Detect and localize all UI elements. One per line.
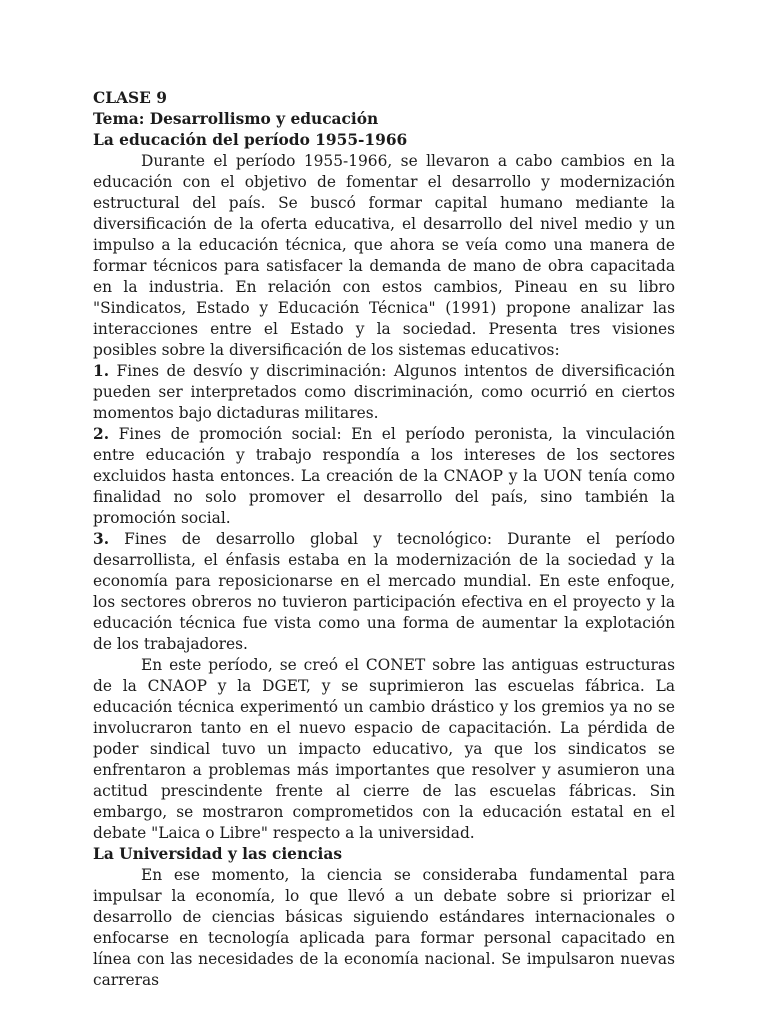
list-item-text: Fines de desarrollo global y tecnológico: Durante el período desarrollista, el énfasis estaba en la modernización de la sociedad y la economía para reposicionarse en el mercado mundial. En este enfoque, los sectores obreros no tuvieron participación efectiva en el proyecto y la educación técnica fue vista como una forma de aumentar la explotación de los trabajadores.: [93, 530, 675, 653]
list-item: [93, 424, 675, 529]
document-page: [93, 88, 675, 991]
section-title-university: La Universidad y las ciencias: [93, 845, 343, 863]
list-item-text: Fines de promoción social: En el período peronista, la vinculación entre educación y trabajo respondía a los intereses de los sectores excluidos hasta entonces. La creación de la CNAOP y la UON tenía como finalidad no solo promover el desarrollo del país, sino también la promoción social.: [93, 425, 675, 527]
list-item-number: 3.: [93, 530, 110, 548]
list-item: [93, 529, 675, 655]
paragraph-intro: Durante el período 1955-1966, se llevaron a cabo cambios en la educación con el objetivo de fomentar el desarrollo y modernización estructural del país. Se buscó formar capital humano mediante la diversificación de la oferta educativa, el desarrollo del nivel medio y un impulso a la educación técnica, que ahora se veía como una manera de formar técnicos para satisfacer la demanda de mano de obra capacitada en la industria. En relación con estos cambios, Pineau en su libro "Sindicatos, Estado y Educación Técnica" (1991) propone analizar las interacciones entre el Estado y la sociedad. Presenta tres visiones posibles sobre la diversificación de los sistemas educativos:: [93, 152, 675, 359]
section-title-period: La educación del período 1955-1966: [93, 131, 408, 149]
list-item: [93, 361, 675, 424]
list-item-text: Fines de desvío y discriminación: Algunos intentos de diversificación pueden ser interpretados como discriminación, como ocurrió en ciertos momentos bajo dictaduras militares.: [93, 362, 675, 422]
list-item-number: 2.: [93, 425, 110, 443]
topic-heading: Tema: Desarrollismo y educación: [93, 110, 379, 128]
paragraph-conet: En este período, se creó el CONET sobre las antiguas estructuras de la CNAOP y la DGET, y se suprimieron las escuelas fábrica. La educación técnica experimentó un cambio drástico y los gremios ya no se involucraron tanto en el nuevo espacio de capacitación. La pérdida de poder sindical tuvo un impacto educativo, ya que los sindicatos se enfrentaron a problemas más importantes que resolver y asumieron una actitud prescindente frente al cierre de las escuelas fábricas. Sin embargo, se mostraron comprometidos con la educación estatal en el debate "Laica o Libre" respecto a la universidad.: [93, 656, 675, 842]
list-item-number: 1.: [93, 362, 110, 380]
class-label: CLASE 9: [93, 89, 167, 107]
paragraph-science: En ese momento, la ciencia se consideraba fundamental para impulsar la economía, lo que llevó a un debate sobre si priorizar el desarrollo de ciencias básicas siguiendo estándares internacionales o enfocarse en tecnología aplicada para formar personal capacitado en línea con las necesidades de la economía nacional. Se impulsaron nuevas carreras: [93, 866, 675, 989]
